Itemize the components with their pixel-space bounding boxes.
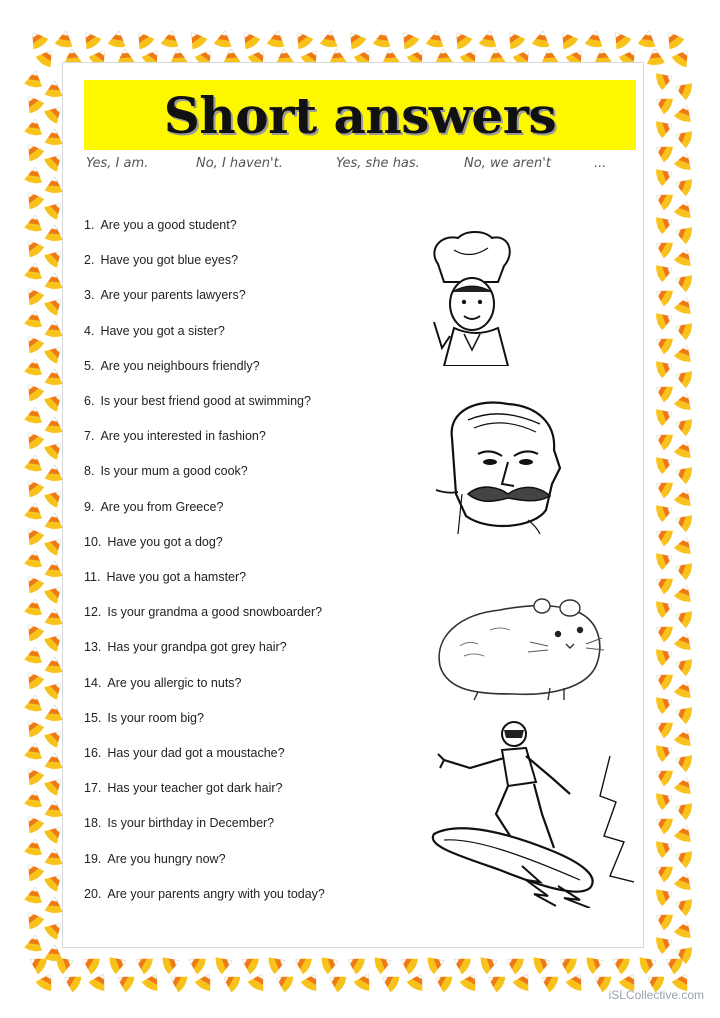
- question-number: 12.: [84, 605, 102, 620]
- question-text: Are you from Greece?: [100, 499, 224, 514]
- candy-corn-icon: [185, 952, 208, 976]
- candy-corn-icon: [672, 462, 693, 484]
- candy-corn-icon: [672, 654, 693, 676]
- candy-corn-icon: [661, 27, 685, 50]
- candy-corn-icon: [652, 188, 675, 212]
- candy-corn-icon: [25, 27, 49, 50]
- candy-corn-icon: [654, 356, 675, 378]
- candy-corn-icon: [21, 91, 45, 114]
- candy-corn-icon: [654, 452, 675, 474]
- candy-corn-icon: [24, 166, 45, 185]
- candy-corn-icon: [21, 427, 45, 450]
- candy-corn-icon: [425, 30, 446, 49]
- candy-corn-icon: [291, 952, 314, 976]
- candy-corn-icon: [44, 272, 63, 290]
- candy-corn-icon: [672, 510, 693, 532]
- candy-corn-icon: [654, 68, 675, 90]
- candy-corn-icon: [44, 464, 63, 482]
- question-item: [84, 253, 238, 275]
- chef-woman-illustration: [424, 230, 516, 366]
- candy-corn-icon: [21, 763, 45, 786]
- candy-corn-icon: [54, 30, 75, 49]
- candy-corn-icon: [673, 822, 695, 843]
- candy-corn-icon: [654, 596, 675, 618]
- candy-corn-icon: [325, 970, 348, 994]
- candy-corn-icon: [21, 379, 45, 402]
- candy-corn-icon: [673, 486, 695, 507]
- watermark: iSLCollective.com: [608, 988, 704, 1002]
- question-number: 3.: [84, 288, 95, 303]
- candy-corn-icon: [161, 952, 182, 974]
- candy-corn-icon: [531, 30, 552, 49]
- question-item: [84, 394, 311, 416]
- candy-corn-icon: [79, 952, 102, 976]
- candy-corn-icon: [44, 224, 63, 242]
- candy-corn-icon: [673, 342, 695, 363]
- candy-corn-icon: [673, 534, 695, 555]
- example-answer: No, we aren't: [464, 156, 551, 171]
- question-text: Is your mum a good cook?: [100, 464, 248, 479]
- candy-corn-icon: [672, 78, 693, 100]
- question-number: 1.: [84, 218, 95, 232]
- candy-corn-icon: [21, 139, 45, 162]
- candy-corn-icon: [672, 750, 693, 772]
- hamster-illustration: [430, 596, 606, 702]
- candy-corn-icon: [431, 970, 454, 994]
- snowboarder-illustration: [430, 716, 634, 908]
- question-number: 15.: [84, 710, 102, 725]
- candy-corn-icon: [449, 27, 473, 50]
- candy-corn-icon: [672, 174, 693, 196]
- candy-corn-icon: [21, 715, 45, 738]
- question-text: Have you got blue eyes?: [100, 253, 239, 268]
- candy-corn-icon: [21, 283, 45, 306]
- candy-corn-icon: [673, 678, 695, 699]
- candy-corn-icon: [60, 970, 83, 994]
- candy-corn-icon: [609, 952, 632, 976]
- candy-corn-icon: [44, 128, 63, 146]
- candy-corn-icon: [44, 800, 63, 818]
- question-text: Is your room big?: [107, 710, 204, 725]
- candy-corn-icon: [426, 952, 447, 974]
- candy-corn-icon: [652, 236, 675, 260]
- candy-corn-icon: [272, 970, 295, 994]
- candy-corn-icon: [654, 212, 675, 234]
- candy-corn-icon: [113, 970, 136, 994]
- candy-corn-icon: [132, 952, 155, 976]
- question-number: 4.: [84, 323, 95, 338]
- candy-corn-icon: [213, 30, 234, 49]
- candy-corn-icon: [44, 368, 63, 386]
- candy-corn-icon: [378, 970, 401, 994]
- candy-corn-icon: [21, 523, 45, 546]
- candy-corn-icon: [654, 836, 675, 858]
- candy-corn-icon: [78, 27, 102, 50]
- candy-corn-icon: [637, 30, 658, 49]
- candy-corn-icon: [673, 102, 695, 123]
- candy-corn-icon: [24, 550, 45, 569]
- candy-corn-icon: [24, 406, 45, 425]
- candy-corn-icon: [652, 764, 675, 788]
- candy-corn-icon: [652, 860, 675, 884]
- candy-corn-icon: [646, 48, 665, 66]
- candy-corn-icon: [654, 788, 675, 810]
- question-item: [84, 781, 282, 803]
- candy-corn-icon: [24, 646, 45, 665]
- candy-corn-icon: [44, 656, 63, 674]
- candy-corn-icon: [671, 45, 695, 68]
- candy-corn-icon: [672, 270, 693, 292]
- candy-corn-icon: [21, 667, 45, 690]
- candy-corn-icon: [652, 428, 675, 452]
- candy-corn-icon: [24, 694, 45, 713]
- candy-corn-icon: [21, 331, 45, 354]
- candy-corn-icon: [584, 30, 605, 49]
- candy-corn-icon: [21, 475, 45, 498]
- candy-corn-icon: [652, 812, 675, 836]
- question-number: 10.: [84, 534, 102, 549]
- candy-corn-icon: [266, 30, 287, 49]
- candy-corn-icon: [673, 390, 695, 411]
- candy-corn-icon: [484, 970, 507, 994]
- candy-corn-icon: [290, 27, 314, 50]
- question-text: Are your parents lawyers?: [100, 288, 246, 303]
- candy-corn-icon: [372, 30, 393, 49]
- candy-corn-icon: [652, 476, 675, 500]
- candy-corn-icon: [24, 358, 45, 377]
- example-answer: ...: [594, 156, 607, 171]
- candy-corn-icon: [237, 27, 261, 50]
- candy-corn-icon: [319, 30, 340, 49]
- candy-corn-icon: [654, 308, 675, 330]
- candy-corn-icon: [21, 811, 45, 834]
- question-number: 13.: [84, 640, 102, 655]
- candy-corn-icon: [44, 848, 63, 866]
- candy-corn-icon: [107, 30, 128, 49]
- candy-corn-icon: [44, 512, 63, 530]
- question-text: Have you got a sister?: [100, 323, 225, 338]
- candy-corn-icon: [343, 27, 367, 50]
- candy-corn-icon: [44, 80, 63, 98]
- question-item: [84, 218, 237, 240]
- candy-corn-icon: [654, 884, 675, 906]
- candy-corn-icon: [654, 932, 675, 954]
- candy-corn-icon: [652, 524, 675, 548]
- question-text: Are you neighbours friendly?: [100, 358, 260, 373]
- candy-corn-icon: [478, 30, 499, 49]
- candy-corn-icon: [184, 27, 208, 50]
- title-banner: [84, 80, 636, 150]
- question-text: Are you allergic to nuts?: [107, 675, 242, 690]
- candy-corn-icon: [638, 952, 659, 974]
- candy-corn-icon: [160, 30, 181, 49]
- candy-corn-icon: [44, 176, 63, 194]
- example-answer: No, I haven't.: [196, 156, 283, 171]
- question-item: [84, 570, 246, 592]
- candy-corn-icon: [673, 918, 695, 939]
- candy-corn-icon: [450, 952, 473, 976]
- question-item: [84, 535, 223, 557]
- candy-corn-icon: [654, 548, 675, 570]
- candy-corn-icon: [21, 907, 45, 930]
- question-number: 11.: [84, 570, 101, 584]
- candy-corn-icon: [673, 150, 695, 171]
- example-answer: Yes, she has.: [336, 156, 420, 171]
- candy-corn-icon: [652, 572, 675, 596]
- page-title: Short answers: [163, 85, 557, 145]
- candy-corn-icon: [652, 620, 675, 644]
- question-number: 16.: [84, 746, 102, 760]
- candy-corn-icon: [24, 70, 45, 89]
- question-item: [84, 288, 246, 310]
- question-number: 7.: [84, 429, 95, 444]
- candy-corn-icon: [24, 118, 45, 137]
- candy-corn-icon: [672, 126, 693, 148]
- candy-corn-icon: [672, 798, 693, 820]
- question-number: 6.: [84, 394, 95, 408]
- candy-corn-icon: [608, 27, 632, 50]
- candy-corn-icon: [673, 774, 695, 795]
- question-text: Is your birthday in December?: [107, 816, 275, 831]
- candy-corn-icon: [673, 198, 695, 219]
- candy-corn-icon: [654, 740, 675, 762]
- candy-corn-icon: [652, 380, 675, 404]
- candy-corn-icon: [44, 416, 63, 434]
- question-number: 19.: [84, 851, 102, 866]
- candy-corn-icon: [24, 934, 45, 953]
- candy-corn-icon: [21, 187, 45, 210]
- candy-corn-icon: [24, 790, 45, 809]
- candy-corn-icon: [108, 952, 129, 974]
- question-text: Are you hungry now?: [107, 851, 226, 866]
- question-number: 18.: [84, 816, 102, 831]
- question-text: Is your best friend good at swimming?: [100, 394, 311, 408]
- candy-corn-icon: [26, 952, 49, 976]
- candy-corn-icon: [238, 952, 261, 976]
- question-item: [84, 324, 225, 346]
- candy-corn-icon: [673, 726, 695, 747]
- candy-corn-icon: [672, 366, 693, 388]
- candy-corn-icon: [344, 952, 367, 976]
- question-number: 2.: [84, 253, 95, 268]
- question-number: 9.: [84, 499, 95, 514]
- candy-corn-icon: [672, 894, 693, 916]
- candy-corn-icon: [503, 952, 526, 976]
- question-number: 14.: [84, 675, 102, 690]
- candy-corn-icon: [673, 294, 695, 315]
- candy-corn-icon: [654, 404, 675, 426]
- question-item: [84, 640, 287, 662]
- candy-corn-icon: [24, 886, 45, 905]
- question-number: 17.: [84, 781, 102, 796]
- question-item: [84, 852, 226, 874]
- example-answer: Yes, I am.: [86, 156, 149, 171]
- candy-corn-icon: [556, 952, 579, 976]
- candy-corn-icon: [652, 92, 675, 116]
- candy-corn-icon: [652, 668, 675, 692]
- question-number: 20.: [84, 886, 102, 901]
- question-text: Are you interested in fashion?: [100, 429, 266, 444]
- candy-corn-icon: [652, 140, 675, 164]
- question-item: [84, 429, 266, 451]
- candy-corn-icon: [672, 414, 693, 436]
- candy-corn-icon: [219, 970, 242, 994]
- candy-corn-icon: [537, 970, 560, 994]
- mustache-man-illustration: [428, 398, 570, 536]
- question-text: Has your dad got a moustache?: [107, 746, 285, 760]
- candy-corn-icon: [24, 262, 45, 281]
- candy-corn-icon: [21, 859, 45, 882]
- candy-corn-icon: [652, 284, 675, 308]
- candy-corn-icon: [24, 742, 45, 761]
- candy-corn-icon: [21, 571, 45, 594]
- candy-corn-icon: [672, 846, 693, 868]
- question-item: [84, 464, 248, 486]
- question-item: [84, 359, 260, 381]
- question-text: Has your grandpa got grey hair?: [107, 640, 287, 655]
- candy-corn-icon: [44, 608, 63, 626]
- candy-corn-icon: [396, 27, 420, 50]
- candy-corn-icon: [24, 502, 45, 521]
- candy-corn-icon: [532, 952, 553, 974]
- candy-corn-icon: [673, 870, 695, 891]
- question-item: [84, 887, 325, 909]
- candy-corn-icon: [672, 318, 693, 340]
- candy-corn-icon: [654, 644, 675, 666]
- candy-corn-icon: [652, 332, 675, 356]
- question-item: [84, 746, 285, 768]
- question-number: 8.: [84, 464, 95, 479]
- candy-corn-icon: [672, 558, 693, 580]
- question-item: [84, 711, 204, 733]
- question-text: Have you got a dog?: [107, 534, 223, 549]
- question-number: 5.: [84, 358, 95, 373]
- candy-corn-icon: [24, 838, 45, 857]
- question-item: [84, 500, 223, 522]
- candy-corn-icon: [397, 952, 420, 976]
- candy-corn-icon: [654, 692, 675, 714]
- candy-corn-icon: [44, 320, 63, 338]
- candy-corn-icon: [35, 45, 59, 68]
- candy-corn-icon: [652, 716, 675, 740]
- candy-corn-icon: [44, 896, 63, 914]
- candy-corn-icon: [673, 438, 695, 459]
- candy-corn-icon: [672, 222, 693, 244]
- candy-corn-icon: [44, 704, 63, 722]
- candy-corn-icon: [673, 246, 695, 267]
- question-text: Are you a good student?: [100, 218, 237, 232]
- candy-corn-icon: [44, 752, 63, 770]
- candy-corn-icon: [24, 598, 45, 617]
- candy-corn-icon: [672, 606, 693, 628]
- question-text: Have you got a hamster?: [106, 570, 247, 584]
- candy-corn-icon: [24, 214, 45, 233]
- candy-corn-icon: [44, 560, 63, 578]
- question-item: [84, 676, 242, 698]
- candy-corn-icon: [479, 952, 500, 974]
- candy-corn-icon: [21, 235, 45, 258]
- question-item: [84, 605, 322, 627]
- candy-corn-icon: [673, 630, 695, 651]
- candy-corn-icon: [654, 260, 675, 282]
- candy-corn-icon: [166, 970, 189, 994]
- candy-corn-icon: [585, 952, 606, 974]
- candy-corn-icon: [373, 952, 394, 974]
- candy-corn-icon: [320, 952, 341, 974]
- candy-corn-icon: [44, 944, 63, 962]
- candy-corn-icon: [24, 454, 45, 473]
- candy-corn-icon: [214, 952, 235, 974]
- question-text: Are your parents angry with you today?: [107, 886, 325, 901]
- example-answers: [86, 154, 626, 178]
- candy-corn-icon: [672, 702, 693, 724]
- candy-corn-icon: [654, 500, 675, 522]
- candy-corn-icon: [21, 619, 45, 642]
- candy-corn-icon: [131, 27, 155, 50]
- candy-corn-icon: [267, 952, 288, 974]
- candy-corn-icon: [24, 310, 45, 329]
- question-text: Has your teacher got dark hair?: [107, 781, 283, 796]
- candy-corn-icon: [654, 116, 675, 138]
- candy-corn-icon: [555, 27, 579, 50]
- candy-corn-icon: [652, 908, 675, 932]
- candy-corn-icon: [654, 164, 675, 186]
- question-item: [84, 816, 274, 838]
- question-text: Is your grandma a good snowboarder?: [107, 605, 323, 620]
- candy-corn-icon: [673, 582, 695, 603]
- candy-corn-icon: [502, 27, 526, 50]
